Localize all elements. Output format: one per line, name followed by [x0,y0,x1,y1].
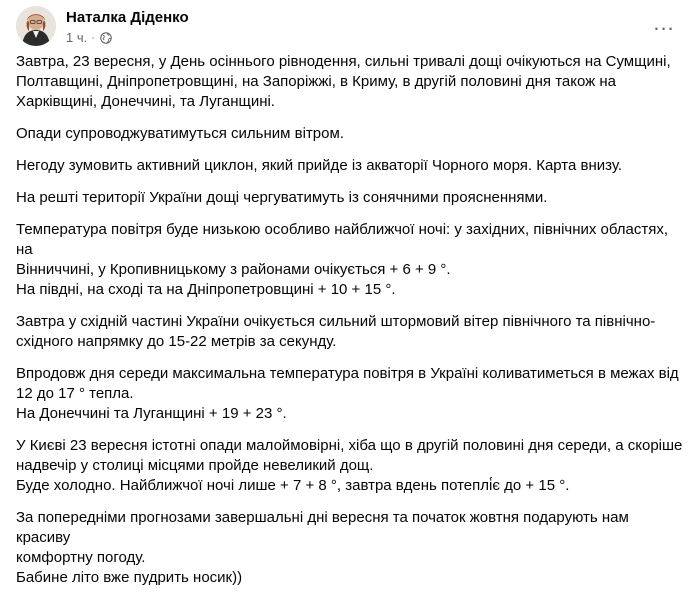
more-options-button[interactable] [646,10,682,46]
post-meta [66,30,112,45]
post-paragraph: Впродовж дня середи максимальна температура повітря в Україні коливатиметься в межах від 12 до 17 ° тепла. На Донеччині та Луганщині + 19 + 23 °. [16,365,679,422]
post-header [16,6,682,50]
post-paragraph: Температура повітря буде низькою особливо найближчої ночі: у західних, північних областях, на Вінниччині, у Кропивницькому з районами очікується + 6 + 9 °. На півдні, на сході та на Дніпропетровщині + 10 + 15 °. [16,221,669,298]
post-paragraph: Завтра, 23 вересня, у День осіннього рівнодення, сильні тривалі дощі очікуються на Сумщині, Полтавщині, Дніпропетровщині, на Запоріжжі, в Криму, в другій половині дня також на Харківщині, Донеччині, та Луганщині. [16,53,671,110]
post-paragraph: На решті території України дощі чергуватимуть із сонячними проясненнями. [16,189,548,206]
post-text [16,52,686,600]
meta-separator: · [91,31,95,44]
author-name[interactable]: Наталка Діденко [66,9,189,26]
avatar[interactable] [16,6,56,46]
post-paragraph: За попередніми прогнозами завершальні дні вересня та початок жовтня подарують нам красиву комфортну погоду. Бабине літо вже пудрить носик)) [16,509,629,586]
post-paragraph: У Києві 23 вересня істотні опади малоймовірні, хіба що в другій половині дня середи, а скоріше надвечір у столиці місцями пройде невеликий дощ. Буде холодно. Найближчої ночі лише + 7 + 8 °, завтра вдень потеплі́є до + 15 °. [16,437,683,494]
post-paragraph: Завтра у східній частині України очікується сильний штормовий вітер північного та північно- східного напрямку до 15-22 метрів за секунду. [16,313,656,350]
more-horizontal-icon: ... [653,10,675,35]
globe-icon [100,32,112,44]
post-paragraph: Негоду зумовить активний циклон, який прийде із акваторії Чорного моря. Карта внизу. [16,157,623,174]
post-time[interactable]: 1 ч. [66,30,88,45]
post-paragraph: Опади супроводжуватимуться сильним вітром. [16,125,344,142]
